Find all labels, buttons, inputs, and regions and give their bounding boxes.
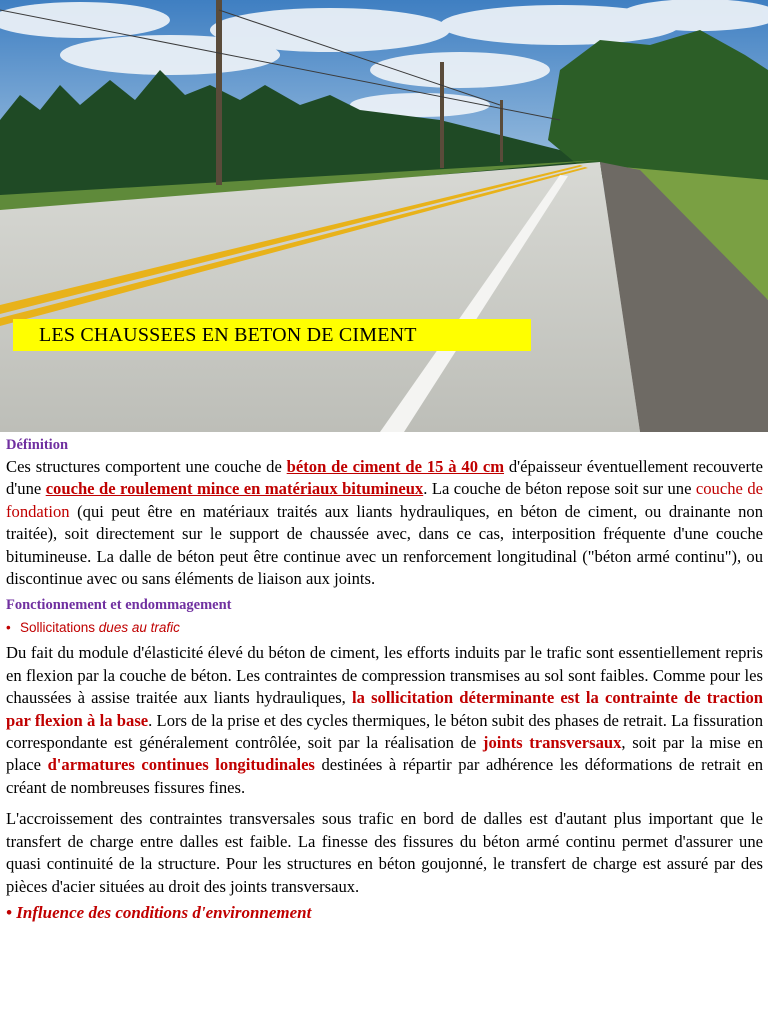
fonctionnement-paragraph-1 [6, 642, 763, 799]
definition-paragraph [6, 456, 763, 590]
fonctionnement-heading: Fonctionnement et endommagement [6, 597, 232, 614]
text-run: . La couche de béton repose soit sur une [423, 479, 696, 499]
text-run: d'épaisseur éventuellement recouverte d'une [6, 457, 763, 499]
text-run: , soit par la mise en place [6, 733, 764, 775]
fonctionnement-paragraph-2: L'accroissement des contraintes transversales sous trafic en bord de dalles est d'autant plus important que le transfert de charge entre dalles est faible. La finesse des fissures du béton armé continu permet d'assurer une quasi continuité de la structure. Pour les structures en béton goujonné, le transfert de charge est assuré par des pièces d'acier situées au droit des joints transversaux. [6, 809, 763, 896]
page-title: LES CHAUSSEES EN BETON DE CIMENT [13, 319, 531, 351]
document-body [6, 432, 763, 924]
text-run: (qui peut être en matériaux traités aux liants hydrauliques, en béton de ciment, ou drainante non traitée), soit directement sur le support de chaussée avec, dans ce cas, interposition fréquente d'une couche bitumineuse. La dalle de béton peut être continue avec un renforcement longitudinal ("béton armé continu"), ou discontinue avec ou sans éléments de liaison aux joints. [6, 501, 763, 589]
bullet-dot-icon: • [6, 620, 11, 636]
road-photo [0, 0, 768, 432]
text-run: Ces structures comportent une couche de [6, 457, 287, 476]
highlight-beton-thickness: béton de ciment de 15 à 40 cm [286, 457, 505, 476]
highlight-couche-roulement: couche de roulement mince en matériaux bitumineux [45, 479, 424, 499]
bullet-environnement: • Influence des conditions d'environnement [6, 902, 312, 922]
bullet-text: Sollicitations [20, 620, 99, 636]
road-photo-icon [0, 0, 768, 432]
text-run: destinées à répartir par adhérence les déformations de retrait en créant de nombreuses fissures fines. [6, 755, 763, 797]
highlight-armatures: d'armatures continues longitudinales [47, 755, 315, 775]
bullet-sollicitations [6, 618, 763, 638]
highlight-sollicitation: la sollicitation déterminante est la contrainte de traction par flexion à la base [6, 688, 763, 730]
text-run: Du fait du module d'élasticité élevé du béton de ciment, les efforts induits par le trafic sont essentiellement repris en flexion par la couche de béton. Les contraintes de compression transmises au sol sont faibles. Comme pour les chaussées à assise traitée aux liants hydrauliques, [6, 643, 763, 708]
text-run: . Lors de la prise et des cycles thermiques, le béton subit des phases de retrait. La fissuration correspondante est généralement contrôlée, soit par la réalisation de [6, 710, 763, 753]
highlight-joints: joints transversaux [482, 733, 622, 753]
highlight-couche-fondation: couche de fondation [6, 479, 763, 521]
bullet-text-italic: dues au trafic [98, 620, 180, 636]
definition-heading: Définition [6, 437, 69, 453]
